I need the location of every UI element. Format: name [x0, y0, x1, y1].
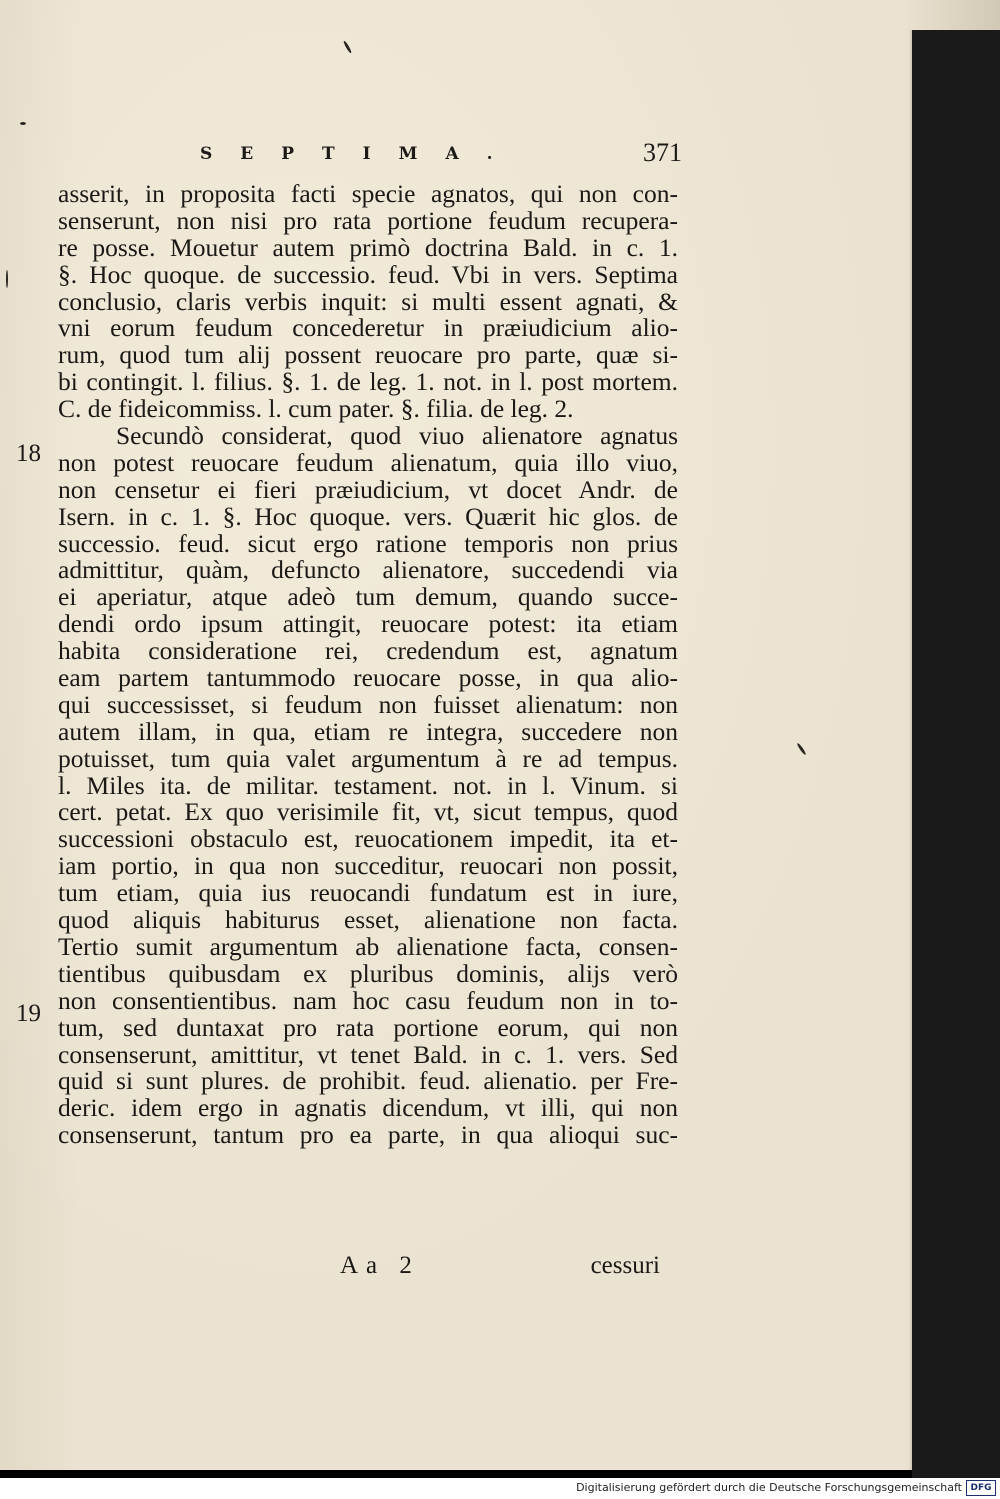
- text-line: successioni obstaculo est, reuocationem impedit, ita et-: [58, 824, 678, 854]
- text-line: vni eorum feudum concederetur in præiudicium alio-: [58, 313, 678, 343]
- text-line: habita consideratione rei, credendum est, agnatum: [58, 636, 678, 666]
- text-line: consenserunt, tantum pro ea parte, in qua alioqui suc-: [58, 1120, 678, 1150]
- page-header: [200, 138, 680, 178]
- text-line: tum, sed duntaxat pro rata portione eorum, qui non: [58, 1012, 678, 1042]
- text-line: rum, quod tum alij possent reuocare pro parte, quæ si-: [58, 340, 678, 370]
- text-line: quod aliquis habiturus esset, alienatione non facta.: [58, 905, 678, 935]
- margin-number-18: 18: [16, 440, 41, 467]
- text-line: non consentientibus. nam hoc casu feudum non in to-: [58, 985, 678, 1015]
- text-line: quid si sunt plures. de prohibit. feud. alienatio. per Fre-: [58, 1066, 678, 1096]
- text-line: senserunt, non nisi pro rata portione feudum recupera-: [58, 205, 678, 235]
- text-line: bi contingit. l. filius. §. 1. de leg. 1. not. in l. post mortem.: [58, 367, 678, 397]
- text-line: potuisset, tum quia valet argumentum à re ad tempus.: [58, 743, 678, 773]
- text-line: re posse. Mouetur autem primò doctrina Bald. in c. 1.: [58, 232, 678, 262]
- text-line: conclusio, claris verbis inquit: si multi essent agnati, &: [58, 286, 678, 316]
- scan-border-right: [912, 30, 1000, 1480]
- page-number: 371: [643, 138, 682, 167]
- text-line: Isern. in c. 1. §. Hoc quoque. vers. Quærit hic glos. de: [58, 501, 678, 531]
- text-line: admittitur, quàm, defuncto alienatore, succedendi via: [58, 555, 678, 585]
- text-line: autem illam, in qua, etiam re integra, succedere non: [58, 716, 678, 746]
- text-line: consenserunt, amittitur, vt tenet Bald. in c. 1. vers. Sed: [58, 1039, 678, 1069]
- paper-blemish: [20, 122, 26, 125]
- text-line: Secundò considerat, quod viuo alienatore agnatus: [116, 421, 678, 451]
- text-line: Tertio sumit argumentum ab alienatione facta, consen-: [58, 931, 678, 961]
- text-line: tum etiam, quia ius reuocandi fundatum est in iure,: [58, 878, 678, 908]
- running-head: SEPTIMA.: [200, 144, 521, 164]
- text-line: §. Hoc quoque. de successio. feud. Vbi in vers. Septima: [58, 259, 678, 289]
- paper-blemish: [796, 742, 806, 755]
- text-line: dendi ordo ipsum attingit, reuocare potest: ita etiam: [58, 609, 678, 639]
- text-line: deric. idem ergo in agnatis dicendum, vt illi, qui non: [58, 1093, 678, 1123]
- text-line: asserit, in proposita facti specie agnatos, qui non con-: [58, 179, 678, 208]
- catchword: cessuri: [590, 1252, 660, 1279]
- text-line: non potest reuocare feudum alienatum, quia illo viuo,: [58, 447, 678, 477]
- paper-blemish: [6, 270, 8, 288]
- paper-blemish: [343, 40, 353, 54]
- page-footer: [340, 1252, 660, 1282]
- signature-mark: Aa 2: [340, 1252, 420, 1279]
- text-line: non censetur ei fieri præiudicium, vt docet Andr. de: [58, 474, 678, 504]
- text-line: l. Miles ita. de militar. testament. not. in l. Vinum. si: [58, 770, 678, 800]
- dfg-logo-icon: DFG: [966, 1480, 996, 1496]
- text-line: C. de fideicommiss. l. cum pater. §. filia. de leg. 2.: [58, 394, 574, 424]
- body-text: [58, 181, 678, 1149]
- text-line: successio. feud. sicut ergo ratione temporis non prius: [58, 528, 678, 558]
- digitization-credit-text: Digitalisierung gefördert durch die Deutsche Forschungsgemeinschaft: [576, 1481, 962, 1494]
- text-line: ei aperiatur, atque adeò tum demum, quando succe-: [58, 582, 678, 612]
- text-line: cert. petat. Ex quo verisimile fit, vt, sicut tempus, quod: [58, 797, 678, 827]
- text-line: qui successisset, si feudum non fuisset alienatum: non: [58, 689, 678, 719]
- margin-number-19: 19: [16, 1000, 41, 1027]
- text-line: tientibus quibusdam ex pluribus dominis, alijs verò: [58, 958, 678, 988]
- text-line: iam portio, in qua non succeditur, reuocari non possit,: [58, 851, 678, 881]
- text-line: eam partem tantummodo reuocare posse, in qua alio-: [58, 663, 678, 693]
- digitization-credit-bar: [0, 1478, 1000, 1499]
